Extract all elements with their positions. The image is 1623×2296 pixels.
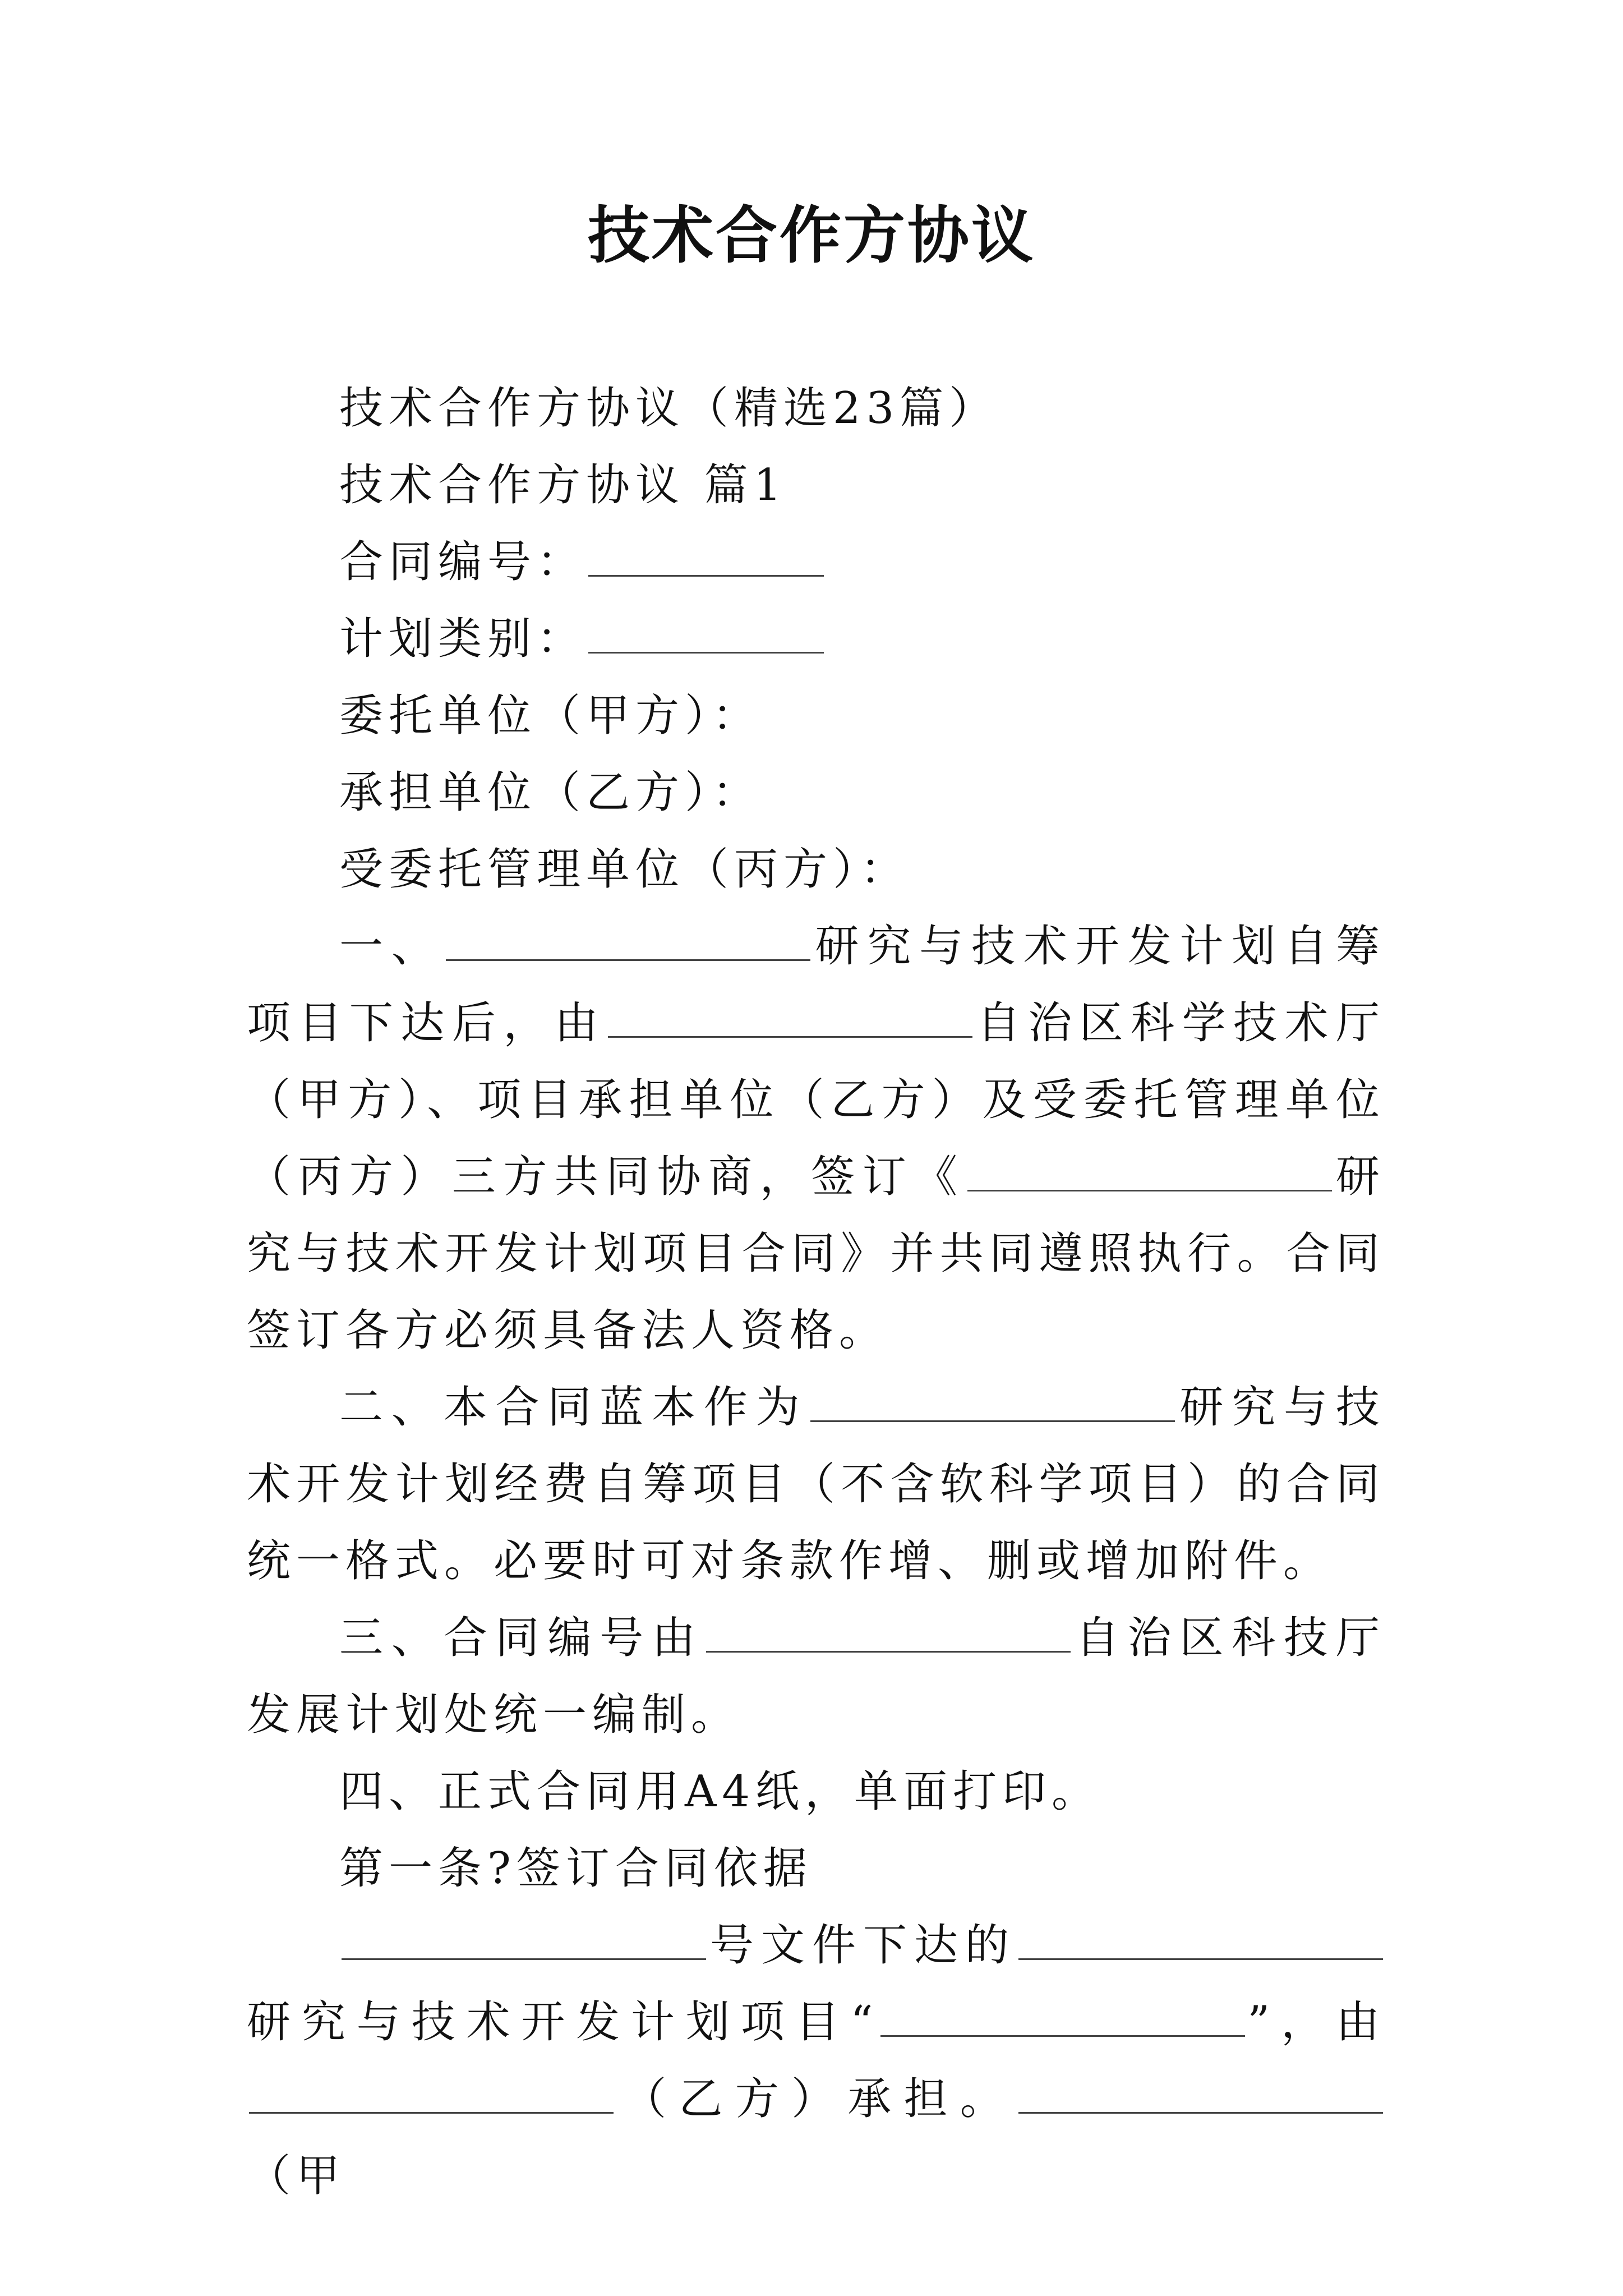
text-segment: （甲 [247, 2151, 346, 2201]
document-body [247, 370, 1385, 2215]
fill-in-blank [1018, 1919, 1383, 1960]
text-segment: 受委托管理单位（丙方）： [339, 844, 910, 895]
text-segment: 自治区科学技术厅（甲方）、项目承担单位（乙方）及受委托管理单位（丙方）三方共同协商，签订《 [247, 998, 1385, 1202]
text-line [247, 831, 1385, 908]
text-segment: 第一条?签订合同依据 [339, 1843, 813, 1894]
fill-in-blank [967, 1151, 1332, 1191]
text-segment: 研究与技术开发计划项目“ [247, 1997, 879, 2047]
text-segment: 技术合作方协议 篇1 [339, 460, 787, 510]
text-line [247, 1830, 1385, 1907]
text-segment: 一、 [339, 921, 444, 972]
paragraph [247, 1369, 1385, 1600]
fill-in-blank [588, 536, 824, 577]
text-line [247, 447, 1385, 524]
fill-in-blank [249, 2073, 614, 2114]
text-segment: 二、本合同蓝本作为 [339, 1382, 808, 1433]
text-line [247, 754, 1385, 831]
text-line [247, 601, 1385, 678]
paragraph [247, 1907, 1385, 2215]
text-segment: 承担单位（乙方）： [339, 767, 762, 818]
fill-in-blank [608, 997, 972, 1038]
fill-in-blank [880, 1996, 1245, 2037]
text-segment: 技术合作方协议（精选23篇） [339, 383, 999, 434]
fill-in-blank [588, 613, 824, 654]
fill-in-blank [1018, 2073, 1383, 2114]
text-line [247, 678, 1385, 754]
text-segment: 研究与技术开发计划经费自筹项目（不含软科学项目）的合同统一格式。必要时可对条款作增、删或增加附件。 [247, 1382, 1385, 1586]
paragraph [247, 908, 1385, 1369]
text-line [247, 524, 1385, 601]
text-segment: 合同编号： [339, 537, 587, 587]
text-line [247, 370, 1385, 447]
text-segment: 研究与技术开发计划自筹项目下达后，由 [247, 921, 1385, 1048]
text-segment: 自治区科技厅发展计划处统一编制。 [247, 1613, 1385, 1740]
fill-in-blank [810, 1381, 1175, 1422]
text-segment: ”，由 [1247, 1997, 1385, 2047]
paragraph [247, 1600, 1385, 1754]
fill-in-blank [342, 1919, 706, 1960]
text-segment: 四、正式合同用A4纸，单面打印。 [339, 1766, 1101, 1817]
text-line [247, 1754, 1385, 1830]
fill-in-blank [706, 1612, 1071, 1653]
text-segment: 研究与技术开发计划项目合同》并共同遵照执行。合同签订各方必须具备法人资格。 [247, 1152, 1385, 1356]
text-segment: 委托单位（甲方）： [339, 691, 762, 741]
text-segment: 三、合同编号由 [339, 1613, 704, 1663]
text-segment: 号文件下达的 [708, 1920, 1016, 1971]
document-title: 技术合作方协议 [588, 199, 1035, 272]
text-segment: （乙方）承担。 [616, 2074, 1016, 2124]
fill-in-blank [446, 920, 810, 961]
text-segment: 计划类别： [339, 614, 587, 664]
